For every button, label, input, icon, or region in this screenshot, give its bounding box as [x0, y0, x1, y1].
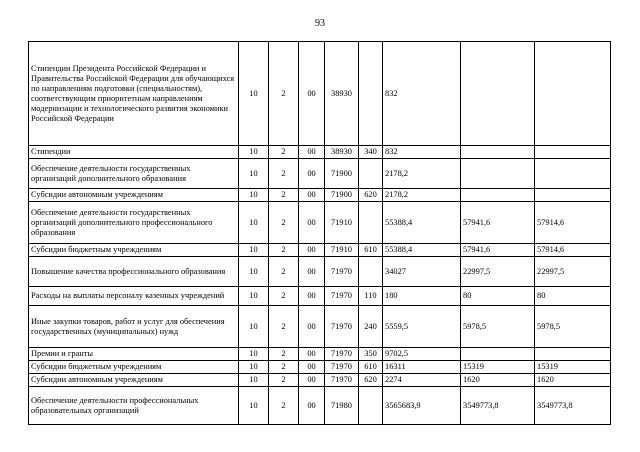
amount-year-2 [461, 348, 535, 361]
amount-year-1: 55388,4 [383, 244, 461, 257]
code-section: 10 [239, 348, 269, 361]
amount-year-2: 57941,6 [461, 244, 535, 257]
table-row [29, 361, 611, 374]
table-row [29, 202, 611, 244]
amount-year-1: 2178,2 [383, 159, 461, 189]
budget-table [28, 41, 611, 425]
amount-year-3: 80 [535, 287, 611, 306]
code-section: 10 [239, 374, 269, 387]
amount-year-3 [535, 159, 611, 189]
amount-year-1: 34027 [383, 257, 461, 287]
code-program: 00 [299, 257, 325, 287]
amount-year-1: 9702,5 [383, 348, 461, 361]
amount-year-2: 57941,6 [461, 202, 535, 244]
row-name: Обеспечение деятельности государственных организаций дополнительного образования [29, 159, 239, 189]
amount-year-3: 1620 [535, 374, 611, 387]
table-row [29, 387, 611, 425]
amount-year-3: 15319 [535, 361, 611, 374]
amount-year-1: 832 [383, 42, 461, 146]
amount-year-3 [535, 189, 611, 202]
amount-year-1: 3565683,9 [383, 387, 461, 425]
row-name: Иные закупки товаров, работ и услуг для обеспечения государственных (муниципальных) нужд [29, 306, 239, 348]
amount-year-1: 832 [383, 146, 461, 159]
code-expense-type: 240 [359, 306, 383, 348]
code-expense-type [359, 42, 383, 146]
code-section: 10 [239, 159, 269, 189]
code-program: 00 [299, 159, 325, 189]
code-expense-type: 340 [359, 146, 383, 159]
code-program: 00 [299, 374, 325, 387]
code-program: 00 [299, 287, 325, 306]
code-expense-type: 620 [359, 189, 383, 202]
code-subsection: 2 [269, 287, 299, 306]
code-target: 71970 [325, 287, 359, 306]
row-name: Премии и гранты [29, 348, 239, 361]
amount-year-3: 5978,5 [535, 306, 611, 348]
amount-year-2 [461, 159, 535, 189]
code-expense-type [359, 387, 383, 425]
code-target: 71970 [325, 361, 359, 374]
code-program: 00 [299, 42, 325, 146]
amount-year-1: 55388,4 [383, 202, 461, 244]
code-target: 71970 [325, 257, 359, 287]
code-target: 38930 [325, 146, 359, 159]
code-target: 71910 [325, 202, 359, 244]
code-subsection: 2 [269, 374, 299, 387]
amount-year-3: 57914,6 [535, 202, 611, 244]
code-subsection: 2 [269, 159, 299, 189]
code-expense-type: 610 [359, 244, 383, 257]
row-name: Стипендии Президента Российской Федерации и Правительства Российской Федерации для обучающихся по направлениям подготовки (специальностям), соответствующим приоритетным направлениям модернизации и технологического развития экономики Российской Федерации [29, 42, 239, 146]
table-row [29, 189, 611, 202]
table-row [29, 287, 611, 306]
amount-year-3 [535, 42, 611, 146]
code-subsection: 2 [269, 306, 299, 348]
code-subsection: 2 [269, 244, 299, 257]
amount-year-2: 80 [461, 287, 535, 306]
code-section: 10 [239, 257, 269, 287]
amount-year-2: 22997,5 [461, 257, 535, 287]
code-program: 00 [299, 387, 325, 425]
code-target: 71900 [325, 189, 359, 202]
amount-year-1: 5559,5 [383, 306, 461, 348]
table-row [29, 146, 611, 159]
row-name: Субсидии бюджетным учреждениям [29, 244, 239, 257]
table-row [29, 374, 611, 387]
code-subsection: 2 [269, 348, 299, 361]
row-name: Обеспечение деятельности государственных организаций дополнительного профессионального образования [29, 202, 239, 244]
code-target: 71980 [325, 387, 359, 425]
amount-year-3: 22997,5 [535, 257, 611, 287]
code-subsection: 2 [269, 146, 299, 159]
code-section: 10 [239, 146, 269, 159]
row-name: Субсидии бюджетным учреждениям [29, 361, 239, 374]
amount-year-2: 5978,5 [461, 306, 535, 348]
code-subsection: 2 [269, 202, 299, 244]
amount-year-3: 3549773,8 [535, 387, 611, 425]
code-subsection: 2 [269, 257, 299, 287]
code-subsection: 2 [269, 42, 299, 146]
code-expense-type [359, 159, 383, 189]
code-subsection: 2 [269, 189, 299, 202]
row-name: Расходы на выплаты персоналу казенных учреждений [29, 287, 239, 306]
code-section: 10 [239, 306, 269, 348]
row-name: Обеспечение деятельности профессиональных образовательных организаций [29, 387, 239, 425]
code-subsection: 2 [269, 361, 299, 374]
code-target: 71910 [325, 244, 359, 257]
code-expense-type: 610 [359, 361, 383, 374]
code-target: 71900 [325, 159, 359, 189]
amount-year-2 [461, 189, 535, 202]
code-expense-type [359, 202, 383, 244]
amount-year-1: 180 [383, 287, 461, 306]
page-number: 93 [315, 18, 325, 29]
amount-year-2 [461, 42, 535, 146]
code-expense-type [359, 257, 383, 287]
amount-year-1: 2274 [383, 374, 461, 387]
row-name: Субсидии автономным учреждениям [29, 374, 239, 387]
code-section: 10 [239, 189, 269, 202]
code-program: 00 [299, 146, 325, 159]
code-target: 71970 [325, 348, 359, 361]
code-target: 71970 [325, 306, 359, 348]
code-program: 00 [299, 189, 325, 202]
amount-year-1: 2178,2 [383, 189, 461, 202]
code-target: 71970 [325, 374, 359, 387]
table-row [29, 159, 611, 189]
row-name: Субсидии автономным учреждениям [29, 189, 239, 202]
amount-year-2 [461, 146, 535, 159]
table-row [29, 257, 611, 287]
amount-year-1: 16311 [383, 361, 461, 374]
code-program: 00 [299, 244, 325, 257]
row-name: Повышение качества профессионального образования [29, 257, 239, 287]
amount-year-2: 1620 [461, 374, 535, 387]
code-section: 10 [239, 42, 269, 146]
code-program: 00 [299, 202, 325, 244]
amount-year-2: 15319 [461, 361, 535, 374]
code-section: 10 [239, 387, 269, 425]
code-section: 10 [239, 202, 269, 244]
row-name: Стипендии [29, 146, 239, 159]
code-section: 10 [239, 287, 269, 306]
table-row [29, 348, 611, 361]
code-expense-type: 110 [359, 287, 383, 306]
code-subsection: 2 [269, 387, 299, 425]
amount-year-3 [535, 146, 611, 159]
code-program: 00 [299, 348, 325, 361]
code-expense-type: 350 [359, 348, 383, 361]
code-section: 10 [239, 244, 269, 257]
code-expense-type: 620 [359, 374, 383, 387]
table-row [29, 42, 611, 146]
code-section: 10 [239, 361, 269, 374]
code-target: 38930 [325, 42, 359, 146]
amount-year-2: 3549773,8 [461, 387, 535, 425]
amount-year-3 [535, 348, 611, 361]
amount-year-3: 57914,6 [535, 244, 611, 257]
table-row [29, 306, 611, 348]
code-program: 00 [299, 361, 325, 374]
table-row [29, 244, 611, 257]
code-program: 00 [299, 306, 325, 348]
